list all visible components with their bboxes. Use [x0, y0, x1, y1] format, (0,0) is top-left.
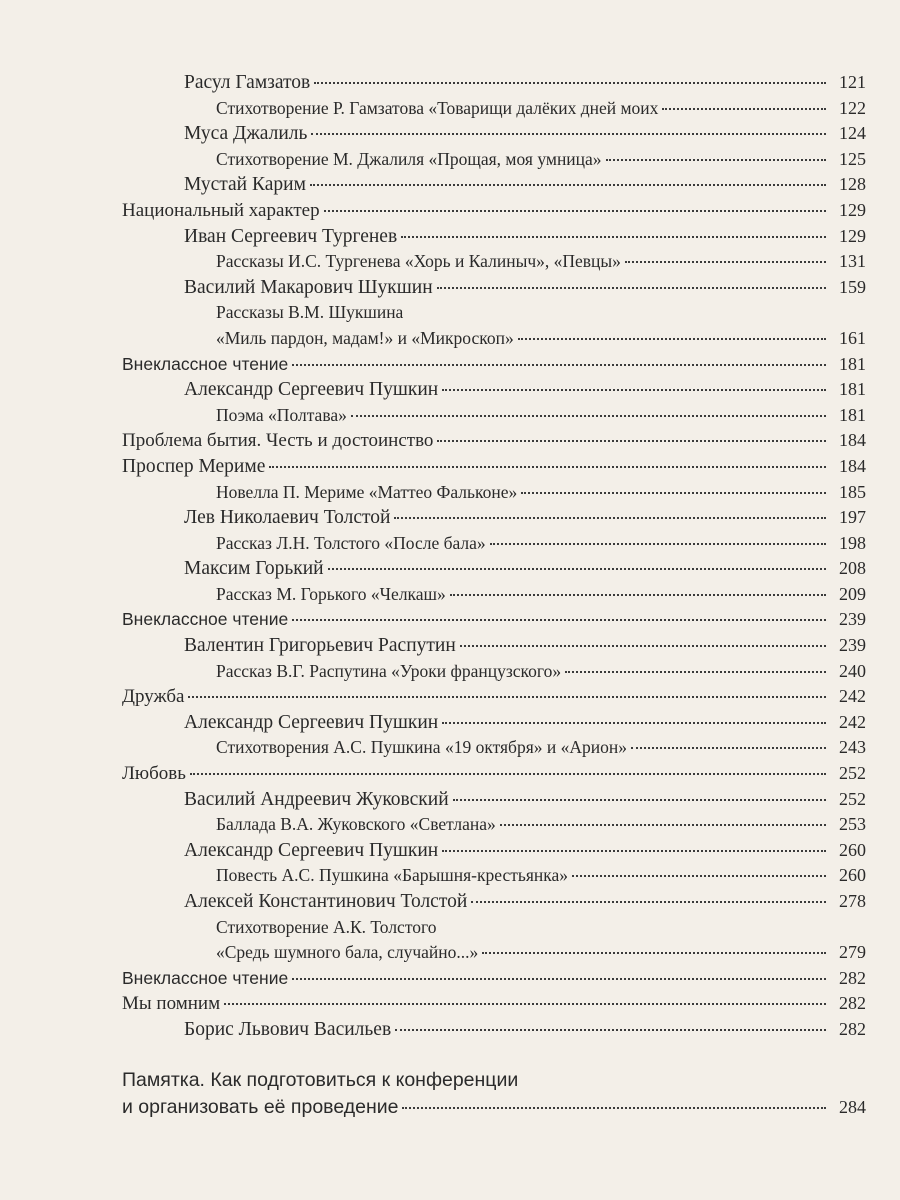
toc-entry[interactable] — [0, 226, 900, 252]
toc-entry-page: 260 — [839, 865, 866, 886]
memo-line-1 — [0, 1069, 900, 1096]
toc-entry-page: 129 — [839, 199, 866, 220]
toc-section-title: Дружба — [122, 686, 185, 708]
toc-entry-title: Стихотворение М. Джалиля «Прощая, моя умница» — [216, 148, 602, 169]
toc-entry-title: Мустай Карим — [184, 174, 306, 196]
toc-entry-title: «Средь шумного бала, случайно...» — [216, 942, 479, 963]
toc-entry-page: 282 — [839, 967, 866, 988]
dot-leader — [269, 466, 826, 468]
dot-leader — [521, 492, 826, 494]
toc-entry-title: Александр Сергеевич Пушкин — [184, 711, 439, 733]
toc-section[interactable] — [0, 968, 900, 994]
toc-entry[interactable] — [0, 635, 900, 661]
dot-leader — [324, 210, 826, 212]
toc-entry-page: 181 — [839, 404, 866, 425]
toc-entry-page: 240 — [839, 660, 866, 681]
dot-leader — [500, 824, 826, 826]
toc-entry-page: 198 — [839, 532, 866, 553]
toc-entry-page: 128 — [839, 174, 866, 195]
dot-leader — [394, 517, 826, 519]
toc-entry-title: Рассказ М. Горького «Челкаш» — [216, 583, 446, 604]
dot-leader — [625, 261, 826, 263]
toc-entry[interactable] — [0, 405, 900, 431]
toc-entry-page: 159 — [839, 276, 866, 297]
toc-entry-page: 161 — [839, 327, 866, 348]
toc-entry-page: 125 — [839, 148, 866, 169]
memo-line-2[interactable] — [0, 1096, 900, 1123]
dot-leader — [490, 543, 826, 545]
toc-entry[interactable] — [0, 174, 900, 200]
dot-leader — [437, 287, 826, 289]
dot-leader — [311, 133, 826, 135]
toc-entry-page: 122 — [839, 97, 866, 118]
toc-entry[interactable] — [0, 507, 900, 533]
toc-entry-title: Александр Сергеевич Пушкин — [184, 379, 439, 401]
toc-entry[interactable] — [0, 558, 900, 584]
dot-leader — [328, 568, 826, 570]
toc-entry-page: 184 — [839, 430, 866, 451]
toc-entry[interactable] — [0, 737, 900, 763]
toc-entry-page: 124 — [839, 123, 866, 144]
toc-entry-page: 284 — [839, 1096, 866, 1117]
toc-entry-page: 282 — [839, 993, 866, 1014]
toc-entry-title: Василий Андреевич Жуковский — [184, 788, 449, 810]
toc-entry[interactable] — [0, 865, 900, 891]
toc-entry[interactable] — [0, 917, 900, 943]
toc-entry-title: Рассказ В.Г. Распутина «Уроки французского» — [216, 660, 562, 681]
toc-entry-page: 181 — [839, 353, 866, 374]
dot-leader — [314, 82, 826, 84]
toc-entry-title: Повесть А.С. Пушкина «Барышня-крестьянка» — [216, 865, 569, 886]
toc-entry-title: Александр Сергеевич Пушкин — [184, 839, 439, 861]
dot-leader — [450, 594, 826, 596]
toc-entry[interactable] — [0, 277, 900, 303]
toc-entry[interactable] — [0, 840, 900, 866]
dot-leader — [460, 645, 826, 647]
toc-entry-title: Поэма «Полтава» — [216, 404, 347, 425]
memo-title-line-1: Памятка. Как подготовиться к конференции — [122, 1068, 519, 1091]
toc-entry-page: 278 — [839, 891, 866, 911]
dot-leader — [351, 415, 826, 417]
toc-section-title: Национальный характер — [122, 199, 320, 221]
toc-entry-page: 253 — [839, 814, 866, 835]
toc-entry[interactable] — [0, 328, 900, 354]
toc-entry[interactable] — [0, 661, 900, 687]
toc-entry[interactable] — [0, 379, 900, 405]
toc-entry[interactable] — [0, 302, 900, 328]
toc-entry-title: Рассказы В.М. Шукшина — [216, 302, 404, 323]
toc-entry-title: Алексей Константинович Толстой — [184, 891, 468, 912]
toc-entry[interactable] — [0, 1019, 900, 1045]
table-of-contents — [0, 72, 900, 1123]
toc-entry-title: Рассказ Л.Н. Толстого «После бала» — [216, 532, 486, 553]
toc-entry[interactable] — [0, 533, 900, 559]
dot-leader — [606, 159, 826, 161]
dot-leader — [518, 338, 826, 340]
toc-entry-title: Стихотворения А.С. Пушкина «19 октября» и «Арион» — [216, 737, 627, 758]
toc-entry-page: 181 — [839, 379, 866, 400]
toc-entry-title: Максим Горький — [184, 558, 324, 580]
toc-section-title: Любовь — [122, 763, 186, 785]
toc-section-title: Мы помним — [122, 993, 221, 1015]
toc-section[interactable] — [0, 200, 900, 226]
toc-entry-page: 242 — [839, 711, 866, 732]
toc-section[interactable] — [0, 993, 900, 1019]
toc-entry-title: Баллада В.А. Жуковского «Светлана» — [216, 814, 496, 835]
toc-section[interactable] — [0, 354, 900, 380]
toc-entry-page: 208 — [839, 558, 866, 579]
dot-leader — [402, 1107, 826, 1109]
dot-leader — [471, 901, 826, 903]
dot-leader — [188, 696, 826, 698]
dot-leader — [401, 236, 826, 238]
toc-entry[interactable] — [0, 72, 900, 98]
memo-title-line-2: и организовать её проведение — [122, 1095, 399, 1118]
toc-entry-page: 131 — [839, 251, 866, 272]
toc-entry[interactable] — [0, 123, 900, 149]
dot-leader — [442, 722, 826, 724]
toc-entry-title: Стихотворение А.К. Толстого — [216, 916, 437, 937]
dot-leader — [292, 619, 826, 621]
toc-entry-title: Новелла П. Мериме «Маттео Фальконе» — [216, 481, 518, 502]
toc-entry-page: 242 — [839, 686, 866, 707]
toc-entry-page: 197 — [839, 507, 866, 528]
dot-leader — [310, 184, 826, 186]
toc-entry-title: Рассказы И.С. Тургенева «Хорь и Калиныч», «Певцы» — [216, 251, 621, 272]
toc-entry-page: 129 — [839, 225, 866, 246]
dot-leader — [442, 389, 826, 391]
dot-leader — [224, 1003, 826, 1005]
toc-entry-page: 252 — [839, 788, 866, 809]
toc-entry-title: Борис Львович Васильев — [184, 1018, 392, 1040]
memo-section[interactable] — [0, 1069, 900, 1123]
toc-entry-page: 185 — [839, 481, 866, 502]
toc-entry-page: 121 — [839, 72, 866, 92]
toc-entry-page: 282 — [839, 1018, 866, 1039]
toc-entry-page: 239 — [839, 635, 866, 656]
toc-entry-title: Стихотворение Р. Гамзатова «Товарищи далёких дней моих — [216, 97, 659, 118]
dot-leader — [453, 799, 826, 801]
toc-entry-page: 252 — [839, 763, 866, 784]
toc-entry[interactable] — [0, 149, 900, 175]
toc-entry[interactable] — [0, 456, 900, 482]
toc-entry[interactable] — [0, 482, 900, 508]
toc-section-title: Проблема бытия. Честь и достоинство — [122, 430, 434, 452]
toc-entry[interactable] — [0, 814, 900, 840]
toc-section-title: Внеклассное чтение — [122, 353, 289, 374]
toc-entry-title: «Миль пардон, мадам!» и «Микроскоп» — [216, 327, 514, 348]
dot-leader — [442, 850, 826, 852]
toc-entry[interactable] — [0, 942, 900, 968]
toc-section-title: Внеклассное чтение — [122, 967, 289, 988]
dot-leader — [631, 747, 826, 749]
toc-entry-page: 260 — [839, 839, 866, 860]
toc-section[interactable] — [0, 609, 900, 635]
toc-entry[interactable] — [0, 891, 900, 917]
toc-section-title: Внеклассное чтение — [122, 609, 289, 630]
toc-entry-title: Василий Макарович Шукшин — [184, 276, 433, 298]
toc-entry-title: Иван Сергеевич Тургенев — [184, 225, 398, 247]
toc-section[interactable] — [0, 430, 900, 456]
dot-leader — [565, 671, 826, 673]
toc-entry[interactable] — [0, 584, 900, 610]
toc-entry-page: 209 — [839, 583, 866, 604]
toc-entry-title: Валентин Григорьевич Распутин — [184, 635, 456, 657]
dot-leader — [482, 952, 826, 954]
dot-leader — [437, 440, 826, 442]
dot-leader — [190, 773, 826, 775]
toc-entry-page: 239 — [839, 609, 866, 630]
toc-entry[interactable] — [0, 712, 900, 738]
dot-leader — [292, 978, 826, 980]
toc-entry-title: Муса Джалиль — [184, 123, 308, 145]
toc-entry-title: Проспер Мериме — [122, 455, 266, 477]
dot-leader — [662, 108, 826, 110]
toc-entry[interactable] — [0, 789, 900, 815]
toc-section[interactable] — [0, 686, 900, 712]
dot-leader — [395, 1029, 826, 1031]
toc-entry-page: 279 — [839, 942, 866, 963]
toc-section[interactable] — [0, 763, 900, 789]
toc-entry-title: Расул Гамзатов — [184, 72, 311, 93]
dot-leader — [572, 875, 826, 877]
toc-entry-title: Лев Николаевич Толстой — [184, 507, 391, 529]
toc-entry[interactable] — [0, 251, 900, 277]
toc-entry[interactable] — [0, 98, 900, 124]
toc-entry-page: 184 — [839, 455, 866, 476]
toc-entry-page: 243 — [839, 737, 866, 758]
dot-leader — [292, 364, 826, 366]
